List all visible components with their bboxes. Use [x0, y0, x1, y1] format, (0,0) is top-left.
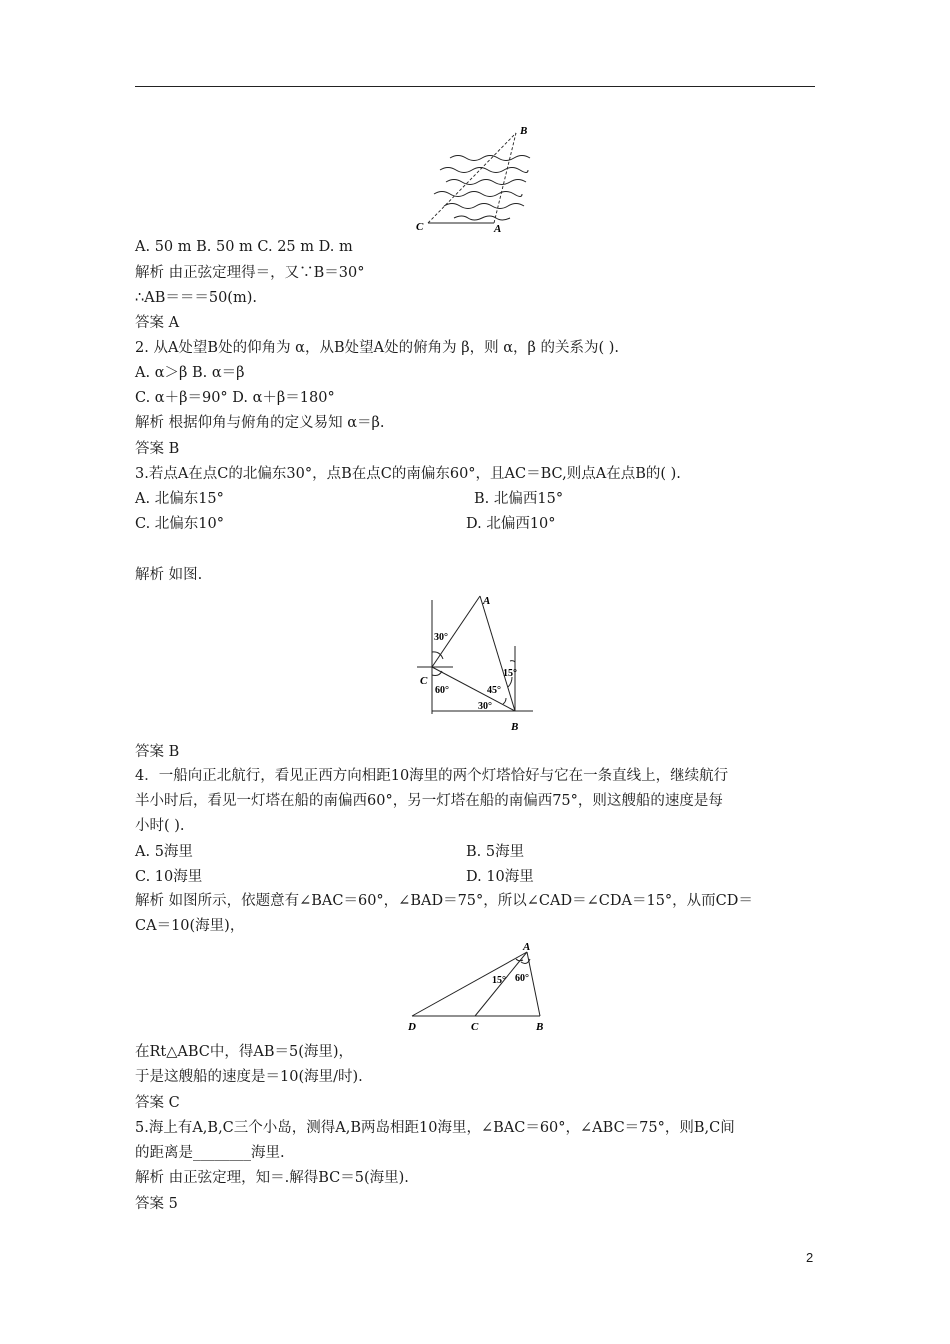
- fig3-angle-60: 60°: [515, 973, 529, 984]
- fig3-label-b: B: [536, 1021, 544, 1033]
- fig2-label-c: C: [420, 675, 428, 687]
- q4-stem-3: 小时( ).: [135, 818, 185, 834]
- q4-stem-1: 4．一船向正北航行，看见正西方向相距10海里的两个灯塔恰好与它在一条直线上，继续航行: [135, 768, 729, 784]
- lighthouse-triangle-figure: [400, 938, 550, 1035]
- q4-option-b: B. 5海里: [466, 844, 525, 860]
- q3-option-d: D. 北偏西10°: [466, 516, 556, 532]
- q1-options: A. 50 m B. 50 m C. 25 m D. m: [135, 239, 353, 255]
- q5-stem-1: 5.海上有A,B,C三个小岛，测得A,B两岛相距10海里，∠BAC＝60°，∠ABC＝75°，则B,C间: [135, 1120, 735, 1136]
- fig3-label-a: A: [523, 941, 531, 953]
- q3-analysis: 解析 如图.: [135, 567, 203, 583]
- q1-answer: 答案 A: [135, 315, 180, 331]
- page-number: 2: [806, 1250, 814, 1265]
- q2-stem: 2. 从A处望B处的仰角为 α，从B处望A处的俯角为 β，则 α，β 的关系为( ).: [135, 340, 620, 356]
- q2-options-ab: A. α＞β B. α＝β: [135, 365, 245, 381]
- q3-stem: 3.若点A在点C的北偏东30°，点B在点C的南偏东60°，且AC＝BC,则点A在点B的( ).: [135, 466, 681, 482]
- q4-speed: 于是这艘船的速度是＝10(海里/时).: [135, 1069, 363, 1085]
- q4-answer: 答案 C: [135, 1095, 180, 1111]
- bearing-triangle-figure: [415, 590, 545, 735]
- fig2-angle-30-top: 30°: [434, 632, 448, 643]
- fig1-label-c: C: [416, 221, 424, 233]
- fig3-label-c: C: [471, 1021, 479, 1033]
- q2-analysis: 解析 根据仰角与俯角的定义易知 α＝β.: [135, 415, 385, 431]
- fig1-label-a: A: [494, 223, 502, 234]
- q5-answer: 答案 5: [135, 1196, 178, 1212]
- fig2-angle-60: 60°: [435, 685, 449, 696]
- fig1-label-b: B: [520, 125, 528, 137]
- q3-option-b: B. 北偏西15°: [474, 491, 564, 507]
- q4-analysis-1: 解析 如图所示，依题意有∠BAC＝60°，∠BAD＝75°，所以∠CAD＝∠CDA＝15°，从而CD＝: [135, 893, 753, 909]
- fig2-angle-15: 15°: [503, 668, 517, 679]
- header-rule: [135, 86, 815, 87]
- fig3-angle-15: 15°: [492, 975, 506, 986]
- fig2-label-b: B: [511, 721, 519, 733]
- q4-option-c: C. 10海里: [135, 869, 203, 885]
- q2-options-cd: C. α＋β＝90° D. α＋β＝180°: [135, 390, 335, 406]
- q3-answer: 答案 B: [135, 744, 180, 760]
- q5-stem-2: 的距离是________海里.: [135, 1145, 285, 1161]
- q4-stem-2: 半小时后，看见一灯塔在船的南偏西60°，另一灯塔在船的南偏西75°，则这艘船的速度是每: [135, 793, 723, 809]
- q4-option-a: A. 5海里: [135, 844, 193, 860]
- q3-option-a: A. 北偏东15°: [135, 491, 224, 507]
- q2-answer: 答案 B: [135, 441, 180, 457]
- fig2-label-a: A: [483, 595, 491, 607]
- q5-analysis: 解析 由正弦定理，知＝.解得BC＝5(海里).: [135, 1170, 409, 1186]
- q1-derivation: ∴AB＝＝＝50(m).: [135, 290, 257, 306]
- q4-option-d: D. 10海里: [466, 869, 534, 885]
- fig2-angle-45: 45°: [487, 685, 501, 696]
- river-figure: [410, 122, 540, 234]
- q3-option-c: C. 北偏东10°: [135, 516, 224, 532]
- q4-analysis-2: CA＝10(海里)，: [135, 918, 245, 934]
- fig3-label-d: D: [408, 1021, 416, 1033]
- q4-rt-triangle: 在Rt△ABC中，得AB＝5(海里)，: [135, 1044, 354, 1060]
- fig2-angle-30-bottom: 30°: [478, 701, 492, 712]
- q1-analysis: 解析 由正弦定理得＝，又∵B＝30°: [135, 265, 365, 281]
